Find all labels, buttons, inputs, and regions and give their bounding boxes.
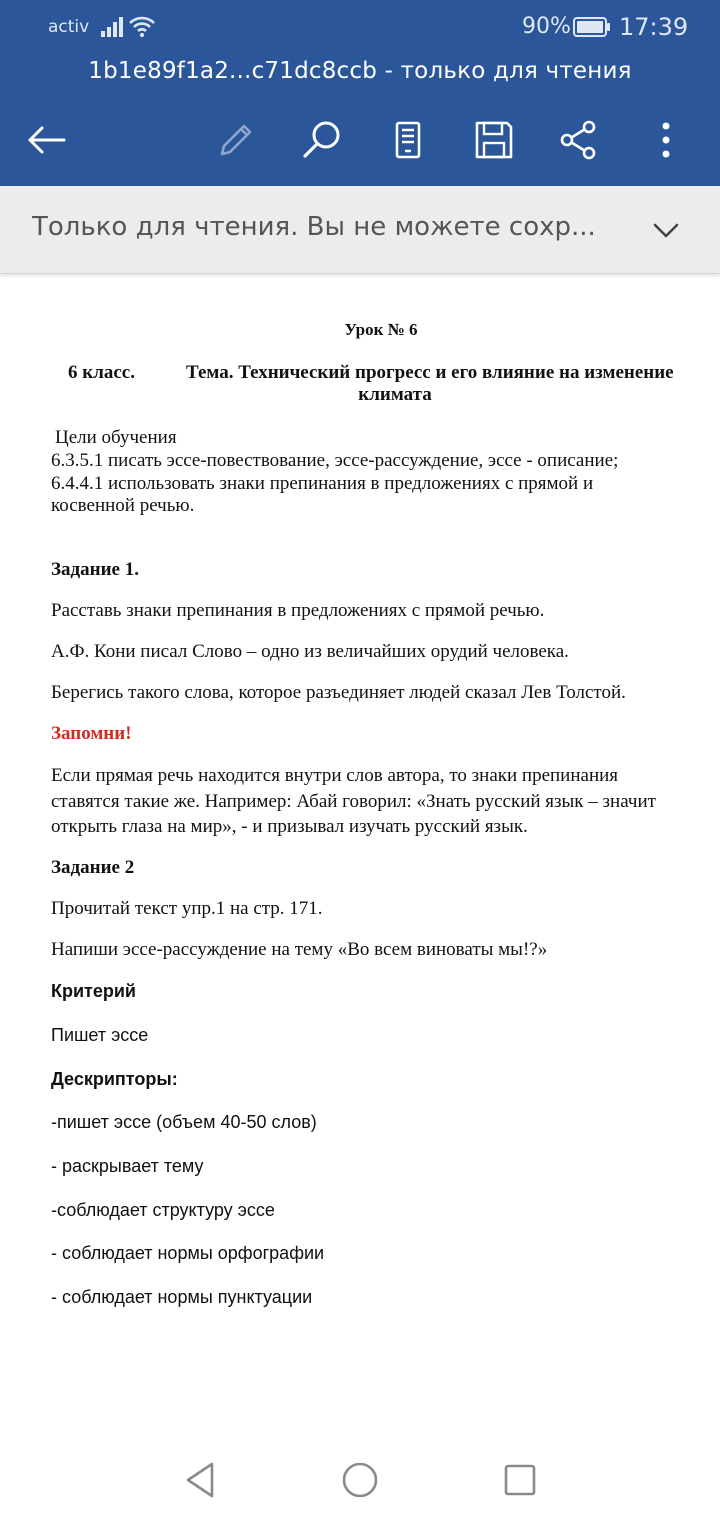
task2-heading: Задание 2 (51, 857, 135, 878)
goal-line: косвенной речью. (51, 495, 195, 516)
arrow-left-icon[interactable] (24, 118, 68, 162)
goal-line: 6.3.5.1 писать эссе-повествование, эссе-рассуждение, эссе - описание; (51, 450, 619, 471)
goals-heading: Цели обучения (55, 427, 177, 448)
wifi-icon (128, 14, 156, 38)
rule-line: Если прямая речь находится внутри слов автора, то знаки препинания (51, 765, 619, 786)
task1-instruction: Расставь знаки препинания в предложениях с прямой речью. (51, 600, 545, 621)
search-icon[interactable] (300, 118, 344, 162)
topic-title-continued: климата (358, 384, 432, 405)
status-bar (0, 0, 720, 56)
descriptor-item: - соблюдает нормы пунктуации (51, 1287, 313, 1307)
descriptor-item: - раскрывает тему (51, 1156, 204, 1176)
nav-back-icon[interactable] (178, 1458, 222, 1502)
navigation-bar (0, 1440, 720, 1520)
nav-home-icon[interactable] (338, 1458, 382, 1502)
carrier-name: activ (48, 17, 90, 37)
descriptor-item: -пишет эссе (объем 40-50 слов) (51, 1112, 317, 1132)
task2-line: Напиши эссе-рассуждение на тему «Во всем виноваты мы!?» (51, 939, 548, 960)
topic-title: Тема. Технический прогресс и его влияние на изменение (186, 362, 674, 383)
grade-label: 6 класс. (68, 362, 135, 383)
criterion-text: Пишет эссе (51, 1025, 149, 1045)
criterion-heading: Критерий (51, 981, 136, 1001)
banner-text: Только для чтения. Вы не можете сохр... (32, 212, 596, 242)
rule-line: ставятся такие же. Например: Абай говорил: «Знать русский язык – значит (51, 791, 656, 812)
more-vertical-icon[interactable] (644, 118, 688, 162)
app-bar (0, 0, 720, 186)
share-icon[interactable] (557, 118, 601, 162)
battery-percent: 90% (522, 14, 571, 39)
goal-line: 6.4.4.1 использовать знаки препинания в предложениях с прямой и (51, 473, 594, 494)
task1-sentence: А.Ф. Кони писал Слово – одно из величайших орудий человека. (51, 641, 569, 662)
descriptors-heading: Дескрипторы: (51, 1069, 178, 1089)
document-title: 1b1e89f1a2...c71dc8ccb - только для чтения (88, 58, 632, 84)
mobile-view-icon[interactable] (386, 118, 430, 162)
rule-line: открыть глаза на мир», - и призывал изучать русский язык. (51, 816, 528, 837)
lesson-title: Урок № 6 (344, 320, 418, 339)
task1-heading: Задание 1. (51, 559, 139, 580)
chevron-down-icon[interactable] (650, 218, 682, 242)
pencil-icon[interactable] (214, 118, 258, 162)
descriptor-item: - соблюдает нормы орфографии (51, 1243, 325, 1263)
task1-sentence: Берегись такого слова, которое разъединяет людей сказал Лев Толстой. (51, 682, 626, 703)
read-only-banner[interactable] (0, 186, 720, 274)
battery-icon (573, 17, 611, 37)
task2-line: Прочитай текст упр.1 на стр. 171. (51, 898, 323, 919)
descriptor-item: -соблюдает структуру эссе (51, 1200, 275, 1220)
signal-icon (100, 16, 126, 38)
clock: 17:39 (619, 13, 689, 41)
remember-label: Запомни! (51, 723, 132, 744)
nav-recents-icon[interactable] (498, 1458, 542, 1502)
save-icon[interactable] (472, 118, 516, 162)
